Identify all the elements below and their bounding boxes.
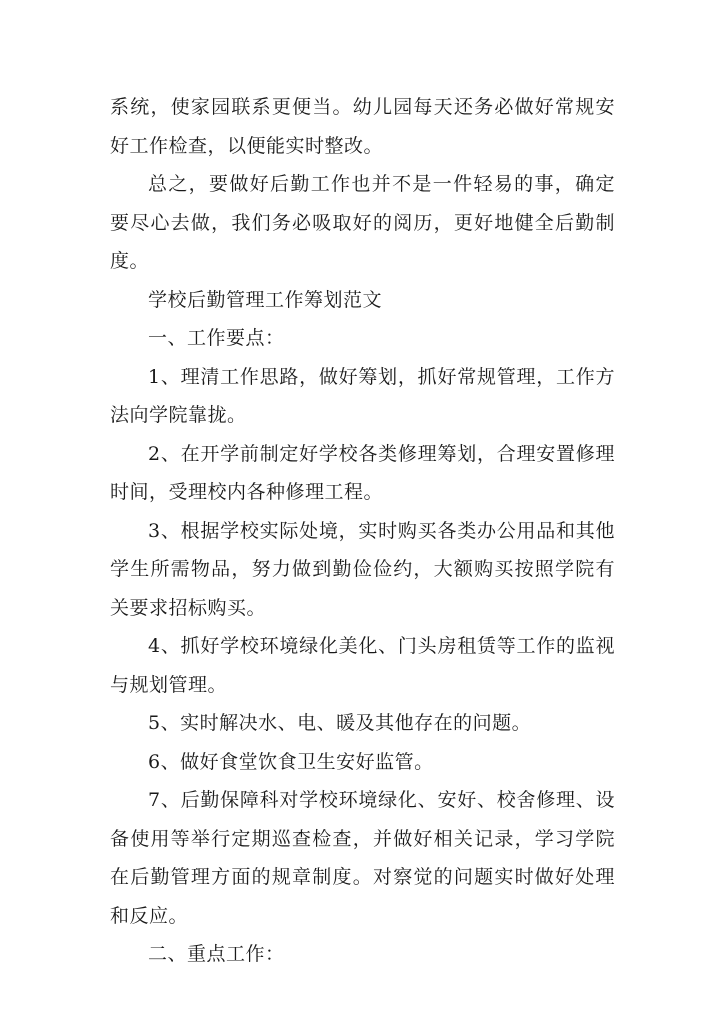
heading-work-points: 一、工作要点： [148, 327, 285, 349]
heading-key-work: 二、重点工作： [148, 943, 285, 965]
list-item: 2、在开学前制定好学校各类修理筹划，合理安置修理时间，受理校内各种修理工程。 [110, 442, 615, 503]
list-item: 3、根据学校实际处境，实时购买各类办公用品和其他学生所需物品，努力做到勤俭俭约，大额购买按照学院有关要求招标购买。 [110, 519, 615, 619]
list-item: 7、后勤保障科对学校环境绿化、安好、校舍修理、设备使用等举行定期巡查检查，并做好相关记录，学习学院在后勤管理方面的规章制度。对察觉的问题实时做好处理和反应。 [110, 789, 615, 927]
paragraph-summary: 总之，要做好后勤工作也并不是一件轻易的事，确定要尽心去做，我们务必吸取好的阅历，更好地健全后勤制度。 [110, 173, 615, 272]
paragraph-continuation: 系统，使家园联系更便当。幼儿园每天还务必做好常规安好工作检查，以便能实时整改。 [110, 96, 615, 157]
section-title: 学校后勤管理工作筹划范文 [148, 288, 383, 311]
list-item: 5、实时解决水、电、暖及其他存在的问题。 [148, 712, 532, 734]
list-item: 6、做好食堂饮食卫生安好监管。 [148, 750, 434, 773]
list-item: 4、抓好学校环境绿化美化、门头房租赁等工作的监视与规划管理。 [110, 635, 615, 696]
list-item: 1、理清工作思路，做好筹划，抓好常规管理，工作方法向学院靠拢。 [110, 365, 615, 426]
document-body [110, 88, 615, 974]
